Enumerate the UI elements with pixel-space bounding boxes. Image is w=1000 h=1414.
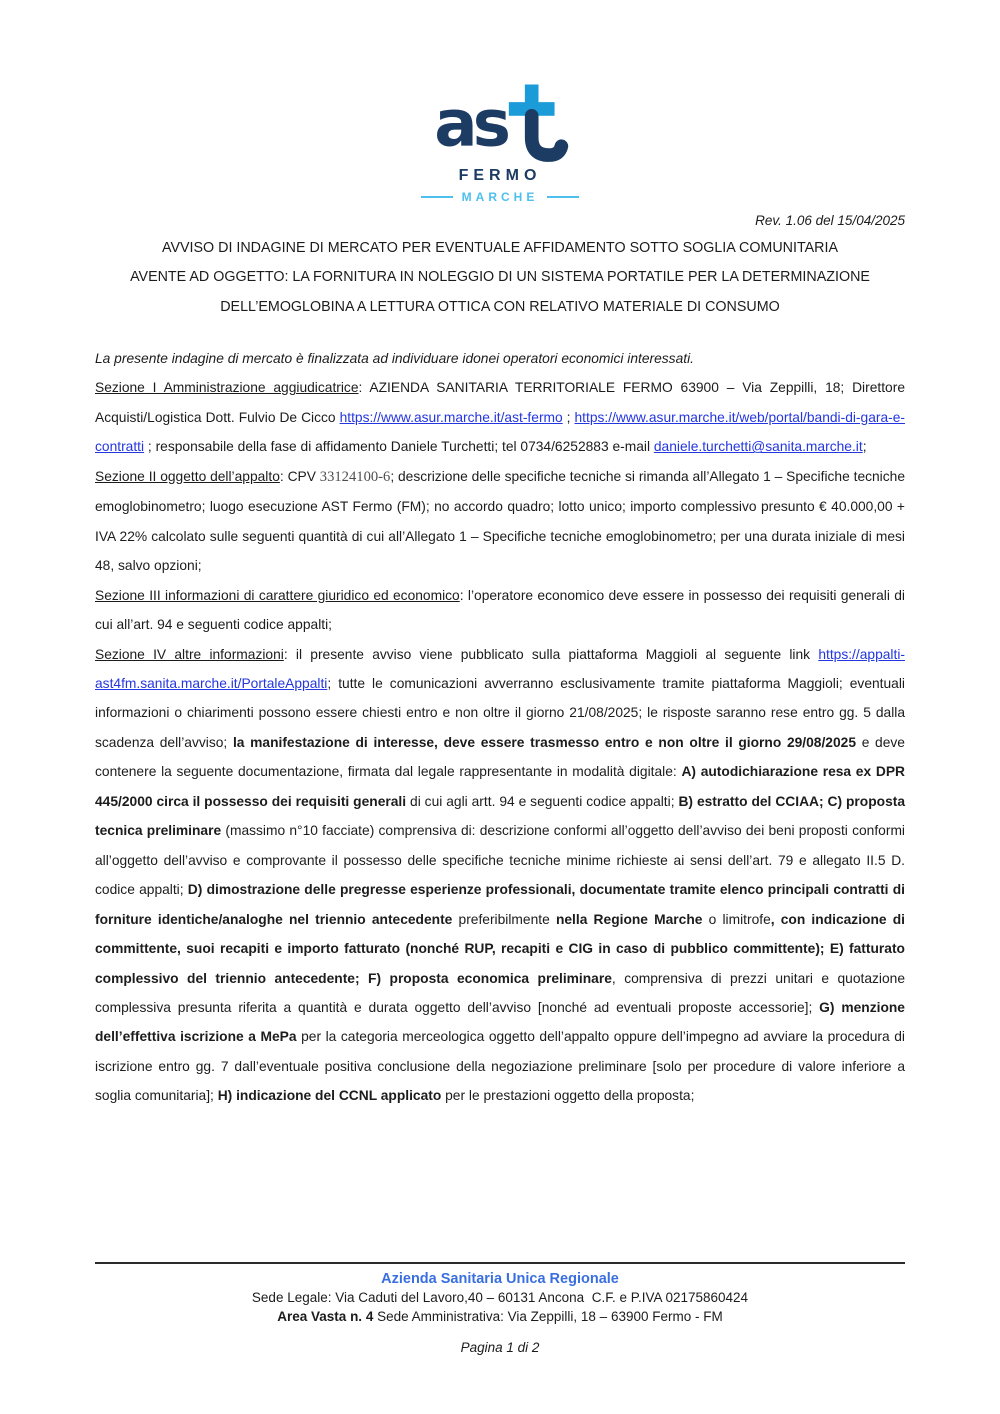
section-heading: Sezione IV altre informazioni xyxy=(95,646,284,662)
text-segment: ; xyxy=(562,409,575,425)
hyperlink[interactable]: https://www.asur.marche.it/web/portal/bandi-di-gara-e-contratti xyxy=(95,409,906,455)
text-segment: la manifestazione di interesse, deve essere trasmesso entro e non oltre il giorno 29/08/2025 xyxy=(232,734,856,750)
text-segment: preferibilmente xyxy=(452,911,556,927)
logo-marche-text: MARCHE xyxy=(461,190,539,204)
intro-paragraph xyxy=(95,344,905,373)
footer-address-line2 xyxy=(0,1308,1000,1327)
section-heading: Sezione II oggetto dell’appalto xyxy=(95,468,280,484)
logo-fermo-label: FERMO xyxy=(458,167,542,184)
text-segment: per le prestazioni oggetto della proposta; xyxy=(441,1088,695,1104)
ast-logo-icon xyxy=(431,82,569,164)
hyperlink[interactable]: daniele.turchetti@sanita.marche.it xyxy=(653,439,863,455)
org-logo xyxy=(0,82,1000,204)
section-heading: Sezione III informazioni di carattere giuridico ed economico xyxy=(95,587,460,603)
section-1-paragraph xyxy=(95,373,905,461)
text-segment: nella Regione Marche xyxy=(555,911,703,927)
document-body xyxy=(95,344,905,1111)
text-segment: D) dimostrazione delle pregresse esperienze professionali, documentate tramite elenco principali contratti di forniture identiche/analoghe nel triennio antecedente xyxy=(95,882,905,927)
title-line-3: DELL’EMOGLOBINA A LETTURA OTTICA CON RELATIVO MATERIALE DI CONSUMO xyxy=(220,298,780,315)
text-segment: , comprensiva di prezzi unitari e quotazione complessiva presunta riferita a quantità e durata oggetto dell’avviso [nonché ad eventuali proposte accessorie]; xyxy=(95,970,905,1015)
logo-marche-label xyxy=(0,190,1000,204)
text-segment: : il presente avviso viene pubblicato sulla piattaforma Maggioli al seguente link xyxy=(283,646,819,662)
footer-address-line1: Sede Legale: Via Caduti del Lavoro,40 – 60131 Ancona C.F. e P.IVA 02175860424 xyxy=(251,1290,749,1305)
text-segment: : CPV xyxy=(279,468,320,484)
text-segment: Sede Amministrativa: Via Zeppilli, 18 – 63900 Fermo - FM xyxy=(373,1308,723,1324)
text-segment: per la categoria merceologica oggetto dell’appalto oppure dell’impegno ad avviare la procedura di iscrizione entro gg. 7 dall’eventuale positiva conclusione della negoziazione preliminare [solo per procedure di valore inferiore a soglia comunitaria]; xyxy=(95,1029,905,1104)
section-2-paragraph xyxy=(95,462,905,581)
section-3-paragraph xyxy=(95,581,905,640)
text-segment: A) autodichiarazione resa ex DPR 445/2000 circa il possesso dei requisiti generali xyxy=(95,764,905,809)
text-segment: , con indicazione di committente, suoi recapiti e importo fatturato (nonché RUP, recapiti e CIG in caso di pubblico committente); E) fatturato complessivo del triennio antecedente; F) proposta economica preliminare xyxy=(95,911,905,986)
text-segment: B) estratto del CCIAA; C) proposta tecnica preliminare xyxy=(95,793,906,839)
text-segment: La presente indagine di mercato è finalizzata ad individuare idonei operatori economici interessati. xyxy=(95,351,694,366)
text-segment: : l’operatore economico deve essere in possesso dei requisiti generali di cui all’art. 94 e seguenti codice appalti; xyxy=(95,587,905,633)
text-segment: Area Vasta n. 4 xyxy=(277,1308,374,1324)
document-title xyxy=(95,234,905,322)
marche-dash-right xyxy=(547,196,579,198)
logo-t-hook xyxy=(532,116,562,155)
text-segment: o limitrofe xyxy=(702,911,771,927)
text-segment: ; descrizione delle specifiche tecniche si rimanda all’Allegato 1 – Specifiche tecniche emoglobinometro; luogo esecuzione AST Fermo (FM); no accordo quadro; lotto unico; importo complessivo presunto € 40.000,00 + IVA 22% calcolato sulle seguenti quantità di cui all’Allegato 1 – Specifiche tecniche emoglobinometro; per una durata iniziale di mesi 48, salvo opzioni; xyxy=(95,468,905,574)
title-line-2: AVENTE AD OGGETTO: LA FORNITURA IN NOLEGGIO DI UN SISTEMA PORTATILE PER LA DETERMINAZIONE xyxy=(130,269,870,286)
text-segment: ; tutte le comunicazioni avverranno esclusivamente tramite piattaforma Maggioli; eventuali informazioni o chiarimenti possono essere chiesti entro e non oltre il giorno 21/08/2025; le risposte saranno rese entro gg. 5 dalla scadenza dell’avviso; xyxy=(95,675,905,750)
logo-as-letters: as xyxy=(434,86,507,162)
revision-label: Rev. 1.06 del 15/04/2025 xyxy=(755,213,905,228)
marche-dash-left xyxy=(421,196,453,198)
text-segment: di cui agli artt. 94 e seguenti codice appalti; xyxy=(406,793,679,809)
page-number: Pagina 1 di 2 xyxy=(460,1340,540,1355)
text-segment: (massimo n°10 facciate) comprensiva di: descrizione conformi all’oggetto dell’avviso dei beni proposti conformi all’oggetto dell’avviso e comprovante il possesso delle specifiche tecniche minime richieste ai sensi dell’art. 79 e allegato II.5 D. codice appalti; xyxy=(95,823,906,898)
footer xyxy=(0,1270,1000,1326)
section-heading: Sezione I Amministrazione aggiudicatrice xyxy=(95,380,359,396)
text-segment: 33124100-6 xyxy=(319,468,391,485)
text-segment: : AZIENDA SANITARIA TERRITORIALE FERMO 63900 – Via Zeppilli, 18; Direttore Acquisti/Logistica Dott. Fulvio De Cicco xyxy=(95,380,905,425)
text-segment: e deve contenere la seguente documentazione, firmata dal legale rappresentante in modalità digitale: xyxy=(95,734,905,780)
text-segment: G) menzione dell’effettiva iscrizione a MePa xyxy=(95,999,905,1045)
title-line-1: AVVISO DI INDAGINE DI MERCATO PER EVENTUALE AFFIDAMENTO SOTTO SOGLIA COMUNITARIA xyxy=(161,240,839,256)
hyperlink[interactable]: https://www.asur.marche.it/ast-fermo xyxy=(339,409,563,425)
text-segment: H) indicazione del CCNL applicato xyxy=(217,1088,442,1104)
text-segment: ; xyxy=(862,439,867,455)
footer-divider xyxy=(95,1262,905,1264)
text-segment: ; responsabile della fase di affidamento Daniele Turchetti; tel 0734/6252883 e-mail xyxy=(144,439,654,455)
footer-org-name: Azienda Sanitaria Unica Regionale xyxy=(381,1271,619,1287)
hyperlink[interactable]: https://appalti-ast4fm.sanita.marche.it/PortaleAppalti xyxy=(95,646,905,691)
section-4-paragraph xyxy=(95,640,905,1111)
